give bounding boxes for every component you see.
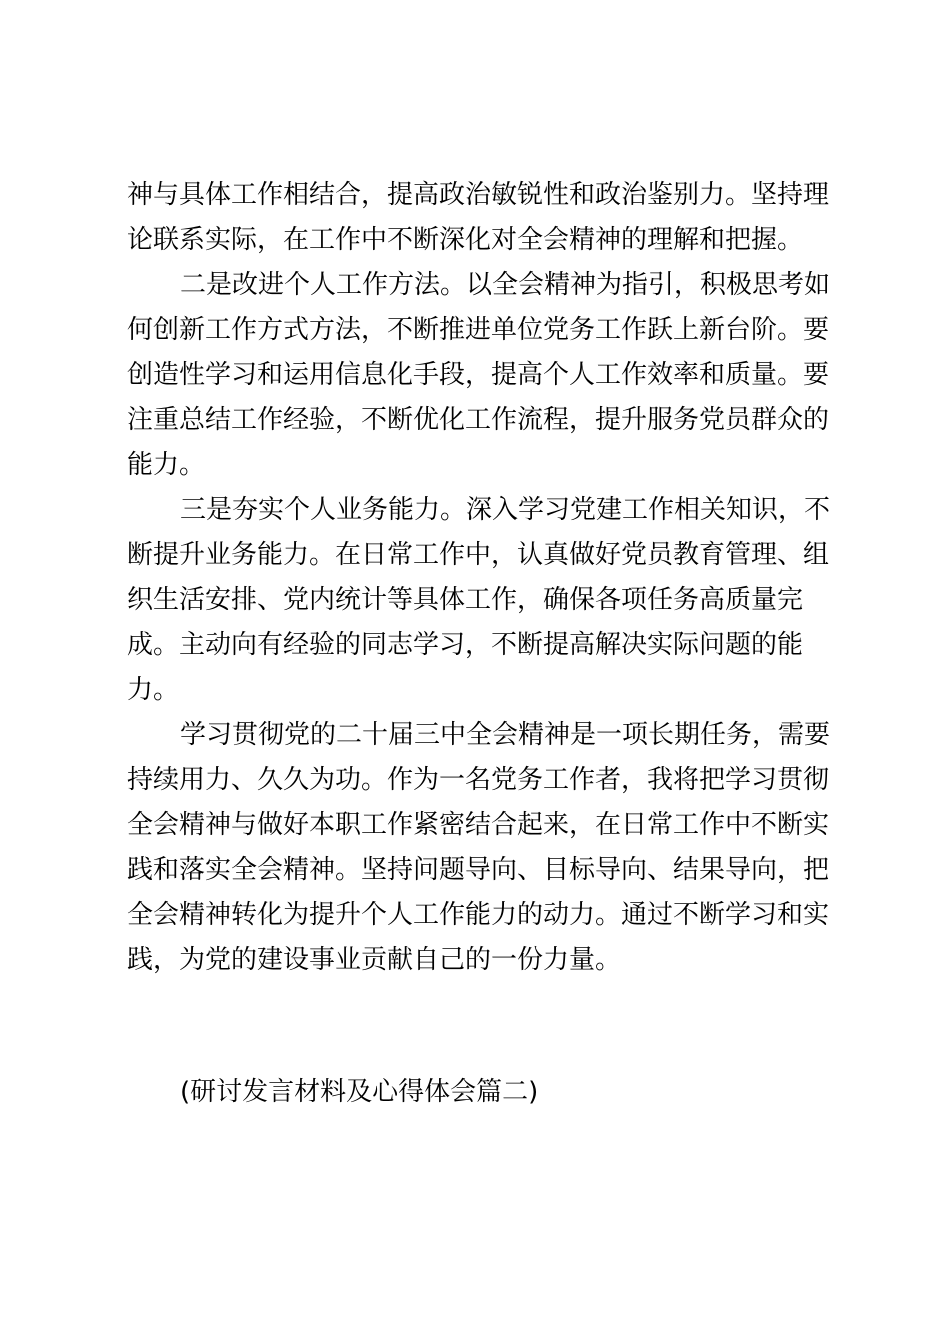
text-line-content: 全会精神与做好本职工作紧密结合起来，在日常工作中不断实 bbox=[127, 810, 830, 840]
text-line-content: 学习贯彻党的二十届三中全会精神是一项长期任务，需要 bbox=[180, 720, 831, 750]
text-line-content: 断提升业务能力。在日常工作中，认真做好党员教育管理、组 bbox=[127, 540, 830, 570]
text-line-content: 三是夯实个人业务能力。深入学习党建工作相关知识，不 bbox=[180, 495, 831, 525]
text-line-content: 二是改进个人工作方法。以全会精神为指引，积极思考如 bbox=[180, 270, 831, 300]
text-line-content: 践和落实全会精神。坚持问题导向、目标导向、结果导向，把 bbox=[127, 855, 830, 885]
text-line-content: 持续用力、久久为功。作为一名党务工作者，我将把学习贯彻 bbox=[127, 765, 830, 795]
text-line-content: 力。 bbox=[127, 675, 180, 705]
text-line-content: 成。主动向有经验的同志学习，不断提高解决实际问题的能 bbox=[127, 630, 804, 660]
text-line-content: 注重总结工作经验，不断优化工作流程，提升服务党员群众的 bbox=[127, 405, 830, 435]
text-line-content: 能力。 bbox=[127, 450, 206, 480]
text-line-content: 全会精神转化为提升个人工作能力的动力。通过不断学习和实 bbox=[127, 900, 830, 930]
text-line-content: 践，为党的建设事业贡献自己的一份力量。 bbox=[127, 945, 622, 975]
section-title-text: (研讨发言材料及心得体会篇二) bbox=[180, 1077, 539, 1107]
text-line-content: 论联系实际，在工作中不断深化对全会精神的理解和把握。 bbox=[127, 225, 804, 255]
text-line-content: 织生活安排、党内统计等具体工作，确保各项任务高质量完 bbox=[127, 585, 804, 615]
text-line-content: 何创新工作方式方法，不断推进单位党务工作跃上新台阶。要 bbox=[127, 315, 830, 345]
text-line-content: 创造性学习和运用信息化手段，提高个人工作效率和质量。要 bbox=[127, 360, 830, 390]
text-line-content: 神与具体工作相结合，提高政治敏锐性和政治鉴别力。坚持理 bbox=[127, 180, 830, 210]
